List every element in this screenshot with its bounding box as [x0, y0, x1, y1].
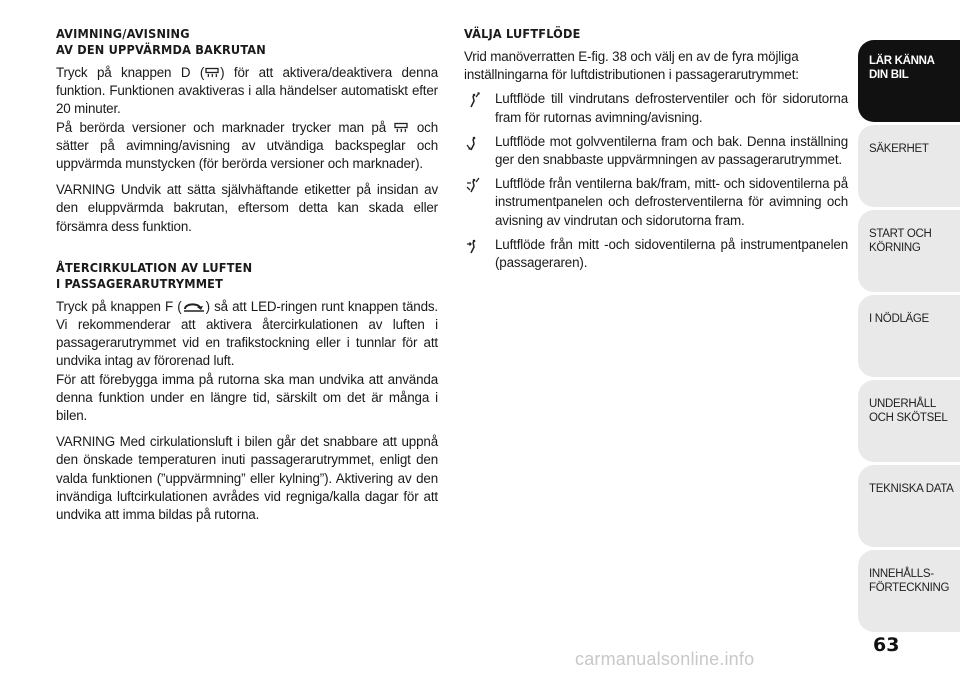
tab-innehallsforteckning[interactable]: [858, 550, 960, 632]
left-column: [56, 26, 438, 524]
airflow-mixed-icon: [466, 177, 482, 193]
recirculation-icon: [183, 301, 205, 313]
heading-line: I PASSAGERARUTRYMMET: [56, 275, 224, 291]
paragraph: [56, 64, 438, 119]
paragraph: För att förebygga imma på rutorna ska man undvika att använda denna funktion under en längre tid, särskilt om det är många i bilen.: [56, 371, 438, 424]
tab-label: INNEHÅLLS- FÖRTECKNING: [869, 568, 950, 594]
page-number: 63: [873, 634, 900, 656]
list-item-text: Luftflöde mot golvventilerna fram och bak. Denna inställning ger den snabbaste uppvärmningen av passagerarutrymmet.: [495, 133, 848, 168]
tab-i-nodlage[interactable]: [858, 295, 960, 377]
watermark: carmanualsonline.info: [575, 649, 755, 669]
list-item-text: Luftflöde till vindrutans defrosterventiler och för sidorutorna fram för rutornas avimning/avisning.: [495, 91, 848, 125]
tab-sakerhet[interactable]: [858, 125, 960, 207]
tab-label: UNDERHÅLL OCH SKÖTSEL: [869, 398, 948, 424]
warning-text: VARNING Med cirkulationsluft i bilen går det snabbare att uppnå den önskade temperaturen inuti passagerarutrymmet, enligt den valda funktionen (”uppvärmning” eller kylning”). Aktivering av den invändiga luftcirkulationen avrådes vid regniga/kalla dagar för att undvika att imma bildas på rutorna.: [56, 434, 438, 523]
airflow-windscreen-icon: [466, 92, 482, 108]
tab-label: LÄR KÄNNA DIN BIL: [869, 55, 935, 81]
rear-window-defrost-icon: [394, 122, 408, 134]
text: och sätter på avimning/avisning av utvändiga backspeglar och uppvärmda munstycken (för berörda versioner och marknader).: [56, 119, 438, 172]
section-heading-rear-defrost: [56, 26, 438, 58]
text: På berörda versioner och marknader trycker man på: [56, 119, 394, 135]
heading-line: ÅTERCIRKULATION AV LUFTEN: [56, 259, 253, 275]
tab-tekniska-data[interactable]: [858, 465, 960, 547]
text: Tryck på knappen D (: [56, 65, 205, 80]
rear-window-defrost-icon: [205, 67, 219, 79]
tab-label: I NÖDLÄGE: [869, 313, 929, 325]
chapter-tabs: [858, 40, 960, 635]
section-heading-recirculation: [56, 260, 438, 292]
airflow-face-icon: [466, 238, 482, 254]
tab-label: START OCH KÖRNING: [869, 228, 932, 254]
list-item-text: Luftflöde från mitt -och sidoventilerna på instrumentpanelen (passageraren).: [495, 236, 848, 271]
airflow-feet-icon: [466, 135, 482, 151]
list-item: [464, 90, 848, 126]
section-heading-airflow: VÄLJA LUFTFLÖDE: [464, 26, 581, 41]
tab-underhall-och-skotsel[interactable]: [858, 380, 960, 462]
heading-line: AV DEN UPPVÄRMDA BAKRUTAN: [56, 42, 266, 57]
tab-label: SÄKERHET: [869, 143, 929, 155]
warning-text: VARNING Undvik att sätta självhäftande etiketter på insidan av den eluppvärmda bakrutan, eftersom detta kan skada eller försämra dess funktion.: [56, 182, 438, 234]
paragraph: [56, 119, 438, 174]
list-item: [464, 175, 848, 230]
tab-lar-kanna-din-bil[interactable]: [858, 40, 960, 122]
list-item-text: Luftflöde från ventilerna bak/fram, mitt- och sidoventilerna på instrumentpanelen och defrosterventilerna för avimning och avisning av vindrutan och sidorutorna fram.: [495, 176, 848, 228]
tab-start-och-korning[interactable]: [858, 210, 960, 292]
tab-label: TEKNISKA DATA: [869, 483, 954, 495]
text: Tryck på knappen F (: [56, 298, 182, 314]
list-item: [464, 236, 848, 272]
text: ) för att aktivera/deaktivera denna funktion. Funktionen avaktiveras i alla händelser automatiskt efter 20 minuter.: [56, 65, 438, 117]
list-item: [464, 133, 848, 169]
right-column: [464, 26, 848, 272]
heading-line: AVIMNING/AVISNING: [56, 26, 190, 41]
text: ) så att LED-ringen runt knappen tänds. Vi rekommenderar att aktivera återcirkulationen av luften i passagerarutrymmet vid en trafikstockning eller i tunnlar för att undvika intag av förorenad luft.: [56, 298, 438, 369]
paragraph: [56, 298, 438, 371]
paragraph: Vrid manöverratten E-fig. 38 och välj en av de fyra möjliga inställningarna för luftdistributionen i passagerarutrymmet:: [464, 49, 799, 83]
